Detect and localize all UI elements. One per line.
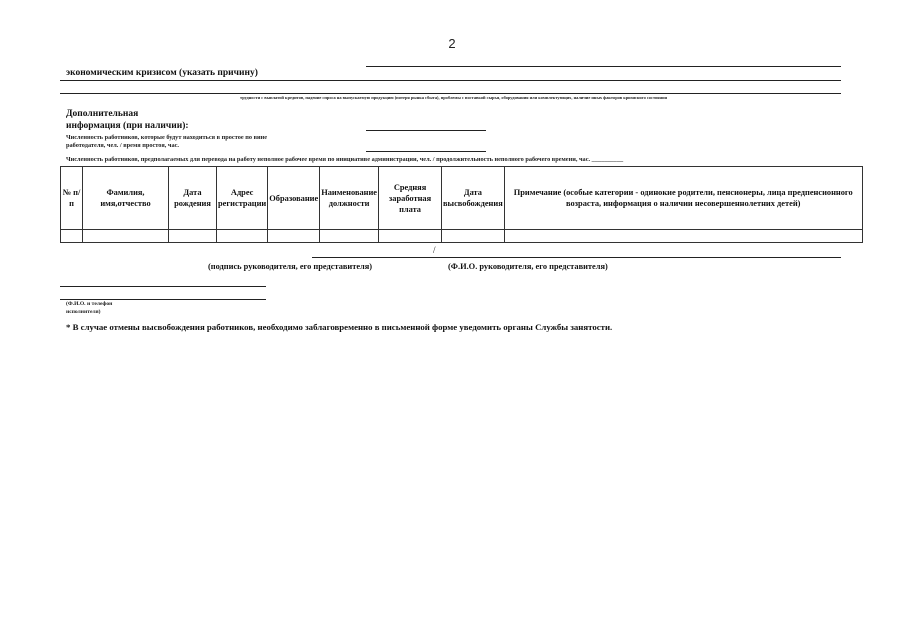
- signature-line: [312, 257, 841, 258]
- workers-table: [60, 166, 863, 243]
- cell-birth-date[interactable]: [169, 230, 217, 243]
- header-salary: Средняя заработная плата: [379, 167, 442, 230]
- header-note: Примечание (особые категории - одинокие родители, пенсионеры, лица предпенсионного возраста, информация о наличии несовершеннолетних детей): [504, 167, 862, 230]
- additional-info-title: [66, 108, 226, 132]
- additional-info-title-line2: информация (при наличии):: [66, 121, 189, 131]
- reason-underline: [60, 80, 841, 81]
- cell-position[interactable]: [320, 230, 379, 243]
- table-header-row: [61, 167, 863, 230]
- header-full-name: Фамилия, имя,отчество: [83, 167, 169, 230]
- executor-caption-line2: исполнителя): [66, 309, 101, 315]
- idle-workers-line2: работодателя, чел. / время простоя, час.: [66, 142, 179, 149]
- executor-caption-line1: (Ф.И.О. и телефон: [66, 301, 113, 307]
- cell-salary[interactable]: [379, 230, 442, 243]
- cell-address[interactable]: [217, 230, 268, 243]
- header-address: Адрес регистрации: [217, 167, 268, 230]
- cell-note[interactable]: [504, 230, 862, 243]
- additional-info-title-line1: Дополнительная: [66, 109, 139, 119]
- footnote: * В случае отмены высвобождения работников, необходимо заблаговременно в письменной форме уведомить органы Службы занятости.: [66, 322, 613, 332]
- idle-workers-field-2: [366, 151, 486, 152]
- reason-underline-top: [366, 66, 841, 67]
- cell-release-date[interactable]: [442, 230, 505, 243]
- cell-number[interactable]: [61, 230, 83, 243]
- name-caption: (Ф.И.О. руководителя, его представителя): [448, 262, 608, 271]
- executor-line-1: [60, 286, 266, 287]
- reason-label: экономическим кризисом (указать причину): [66, 68, 258, 78]
- signature-slash: /: [433, 245, 436, 255]
- header-education: Образование: [268, 167, 320, 230]
- table-row: [61, 230, 863, 243]
- idle-workers-label: [66, 134, 356, 150]
- idle-workers-field-1: [366, 130, 486, 131]
- reason-hint-line: [60, 93, 841, 94]
- header-position: Наименование должности: [320, 167, 379, 230]
- signature-caption: (подпись руководителя, его представителя): [208, 262, 373, 271]
- page-number: 2: [448, 36, 456, 51]
- header-number: № п/п: [61, 167, 83, 230]
- header-birth-date: Дата рождения: [169, 167, 217, 230]
- cell-full-name[interactable]: [83, 230, 169, 243]
- header-release-date: Дата высвобождения: [442, 167, 505, 230]
- idle-workers-line1: Численность работников, которые будут находиться в простое по вине: [66, 134, 268, 141]
- cell-education[interactable]: [268, 230, 320, 243]
- reason-hint: трудности с выплатой кредитов, падение спроса на выпускаемую продукцию (потеря рынка сбыта), проблемы с поставкой сырья, оборудования или комплектующих, наличие иных факторов кризисного состояния: [240, 95, 667, 100]
- parttime-workers-label: Численность работников, предполагаемых для перевода на работу неполное рабочее время по инициативе администрации, чел. / продолжительность неполного рабочего времени, час. __________: [66, 156, 624, 163]
- executor-caption: [66, 300, 112, 316]
